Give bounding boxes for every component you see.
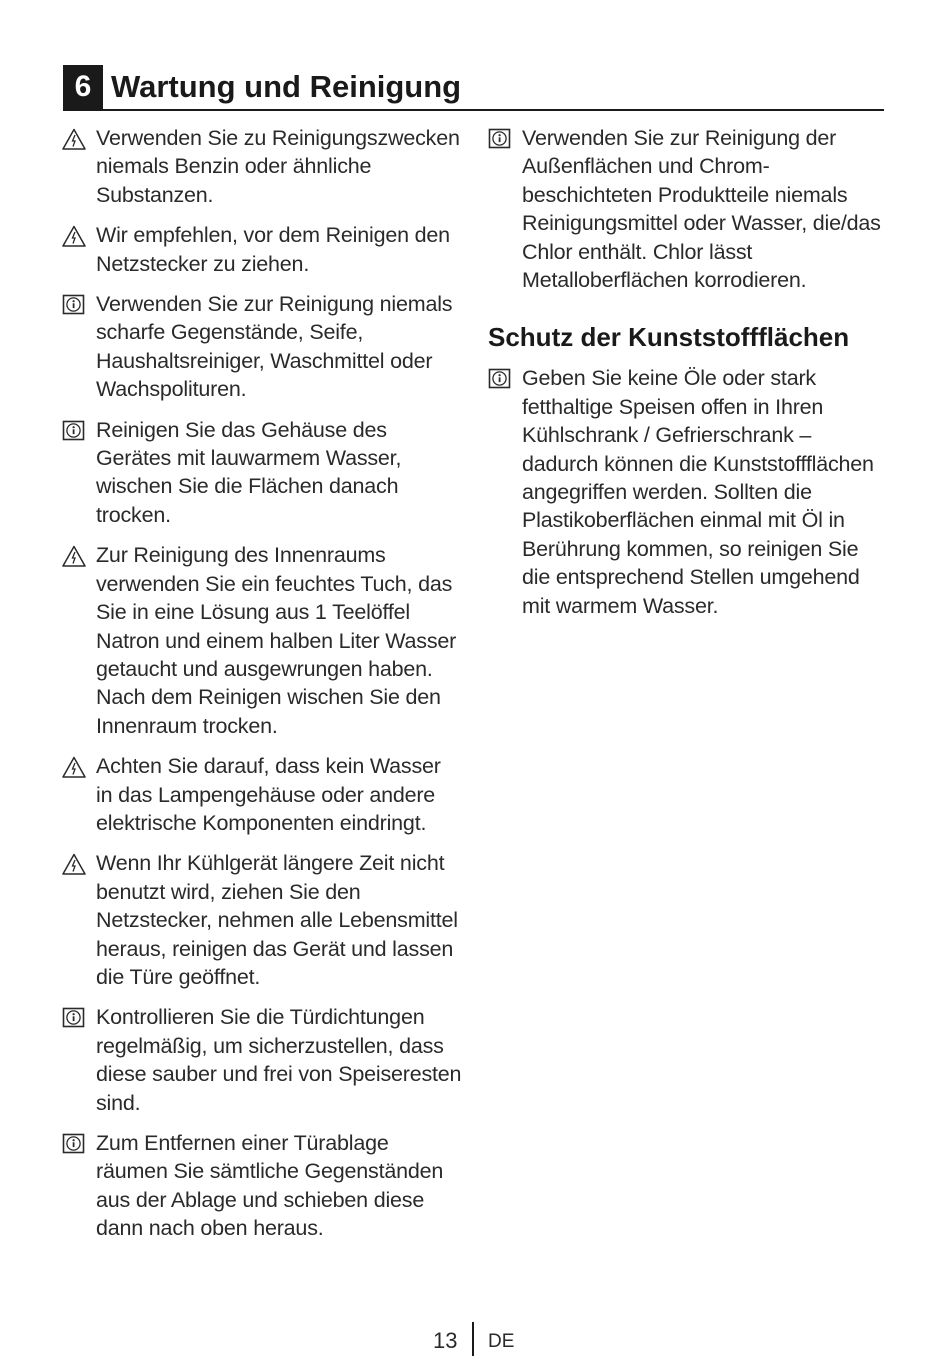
list-item bbox=[488, 124, 888, 294]
item-text: Verwenden Sie zur Reinigung der Außenflächen und Chrom-beschichteten Produktteile niemals Reinigungsmittel oder Wasser, die/das Chlor enthält. Chlor lässt Metalloberflächen korrodieren. bbox=[522, 126, 881, 293]
list-item bbox=[62, 1129, 462, 1243]
warning-icon bbox=[62, 128, 86, 150]
left-column bbox=[62, 124, 462, 1255]
right-column bbox=[488, 124, 888, 632]
info-icon bbox=[488, 128, 512, 150]
item-text: Geben Sie keine Öle oder stark fetthaltige Speisen offen in Ihren Kühlschrank / Gefrierschrank – dadurch können die Kunststoffflächen angegriffen werden. Sollten die Plastikoberflächen einmal mit Öl in Berührung kommen, so reinigen Sie die entsprechend Stellen umgehend mit warmem Wasser. bbox=[522, 366, 874, 618]
list-item bbox=[62, 752, 462, 837]
list-item bbox=[488, 364, 888, 620]
warning-icon bbox=[62, 853, 86, 875]
list-item bbox=[62, 849, 462, 991]
item-text: Achten Sie darauf, dass kein Wasser in das Lampengehäuse oder andere elektrische Komponenten eindringt. bbox=[96, 754, 441, 835]
subsection-title: Schutz der Kunststoffflächen bbox=[488, 322, 850, 353]
footer-divider bbox=[472, 1322, 474, 1356]
page-footer bbox=[0, 1322, 950, 1362]
chapter-number: 6 bbox=[63, 65, 103, 109]
info-icon bbox=[488, 368, 512, 390]
info-icon bbox=[62, 1133, 86, 1155]
item-text: Wir empfehlen, vor dem Reinigen den Netzstecker zu ziehen. bbox=[96, 223, 450, 276]
item-text: Wenn Ihr Kühlgerät längere Zeit nicht benutzt wird, ziehen Sie den Netzstecker, nehmen alle Lebensmittel heraus, reinigen das Gerät und lassen die Türe geöffnet. bbox=[96, 851, 458, 989]
info-icon bbox=[62, 1007, 86, 1029]
item-text: Kontrollieren Sie die Türdichtungen regelmäßig, um sicherzustellen, dass diese sauber und frei von Speiseresten sind. bbox=[96, 1005, 462, 1115]
page-number: 13 bbox=[433, 1328, 458, 1353]
warning-icon bbox=[62, 545, 86, 567]
item-text: Verwenden Sie zu Reinigungszwecken niemals Benzin oder ähnliche Substanzen. bbox=[96, 126, 460, 207]
list-item bbox=[62, 221, 462, 278]
language-code: DE bbox=[488, 1331, 515, 1352]
item-text: Verwenden Sie zur Reinigung niemals scharfe Gegenstände, Seife, Haushaltsreiniger, Waschmittel oder Wachspolituren. bbox=[96, 292, 453, 402]
list-item bbox=[62, 290, 462, 404]
list-item bbox=[62, 541, 462, 740]
chapter-title: Wartung und Reinigung bbox=[111, 69, 462, 104]
item-text: Zum Entfernen einer Türablage räumen Sie sämtliche Gegenständen aus der Ablage und schieben diese dann nach oben heraus. bbox=[96, 1131, 444, 1241]
item-text: Reinigen Sie das Gehäuse des Gerätes mit lauwarmem Wasser, wischen Sie die Flächen danach trocken. bbox=[96, 417, 402, 527]
list-item bbox=[62, 1003, 462, 1117]
warning-icon bbox=[62, 225, 86, 247]
item-text: Zur Reinigung des Innenraums verwenden Sie ein feuchtes Tuch, das Sie in eine Lösung aus 1 Teelöffel Natron und einem halben Liter Wasser getaucht und ausgewrungen haben. Nach dem Reinigen wischen Sie den Innenraum trocken. bbox=[96, 543, 457, 738]
list-item bbox=[62, 124, 462, 209]
warning-icon bbox=[62, 756, 86, 778]
chapter-header bbox=[63, 65, 884, 111]
list-item bbox=[62, 416, 462, 530]
info-icon bbox=[62, 294, 86, 316]
info-icon bbox=[62, 420, 86, 442]
